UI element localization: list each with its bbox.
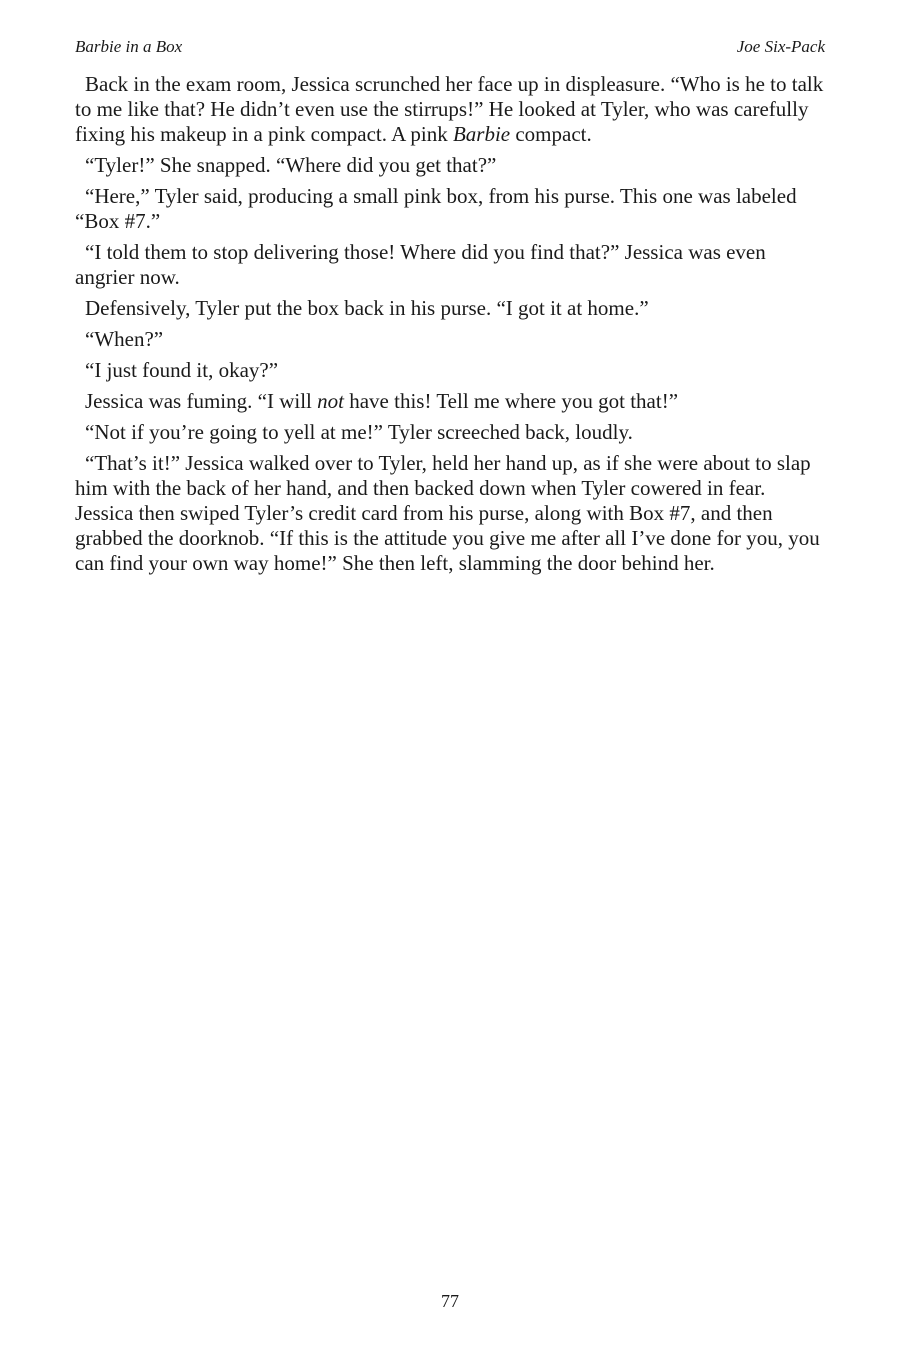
paragraph (75, 327, 825, 352)
paragraph (75, 451, 825, 576)
running-head-author: Joe Six-Pack (736, 37, 825, 56)
text-run: “Not if you’re going to yell at me!” Tyler screeched back, loudly. (85, 420, 633, 444)
paragraph (75, 358, 825, 383)
text-run: Jessica was fuming. “I will (85, 389, 318, 413)
paragraph (75, 72, 825, 147)
text-run: Back in the exam room, Jessica scrunched her face up in displeasure. “Who is he to talk to me like that? He didn’t even use the stirrups!” He looked at Tyler, who was carefully fixing his makeup in a pink compact. A pink (75, 72, 824, 146)
text-run: “When?” (85, 327, 164, 351)
text-run: compact. (510, 122, 592, 146)
text-run: “I just found it, okay?” (85, 358, 279, 382)
paragraph (75, 184, 825, 234)
paragraph (75, 153, 825, 178)
page-number: 77 (441, 1291, 459, 1311)
italic-text: Barbie (452, 122, 511, 146)
text-run: “Tyler!” She snapped. “Where did you get that?” (85, 153, 497, 177)
text-run: Defensively, Tyler put the box back in his purse. “I got it at home.” (85, 296, 649, 320)
paragraph (75, 240, 825, 290)
text-run: have this! Tell me where you got that!” (343, 389, 679, 413)
paragraph (75, 389, 825, 414)
italic-text: not (317, 389, 344, 413)
paragraph (75, 420, 825, 445)
text-run: “Here,” Tyler said, producing a small pink box, from his purse. This one was labeled “Box #7.” (75, 184, 797, 233)
running-head-book-title: Barbie in a Box (75, 37, 183, 56)
text-run: “I told them to stop delivering those! Where did you find that?” Jessica was even angrier now. (75, 240, 766, 289)
running-header (75, 36, 825, 58)
body-text (75, 72, 825, 582)
paragraph (75, 296, 825, 321)
text-run: “That’s it!” Jessica walked over to Tyler, held her hand up, as if she were about to slap him with the back of her hand, and then backed down when Tyler cowered in fear. Jessica then swiped Tyler’s credit card from his purse, along with Box #7, and then grabbed the doorknob. “If this is the attitude you give me after all I’ve done for you, you can find your own way home!” She then left, slamming the door behind her. (75, 451, 820, 575)
